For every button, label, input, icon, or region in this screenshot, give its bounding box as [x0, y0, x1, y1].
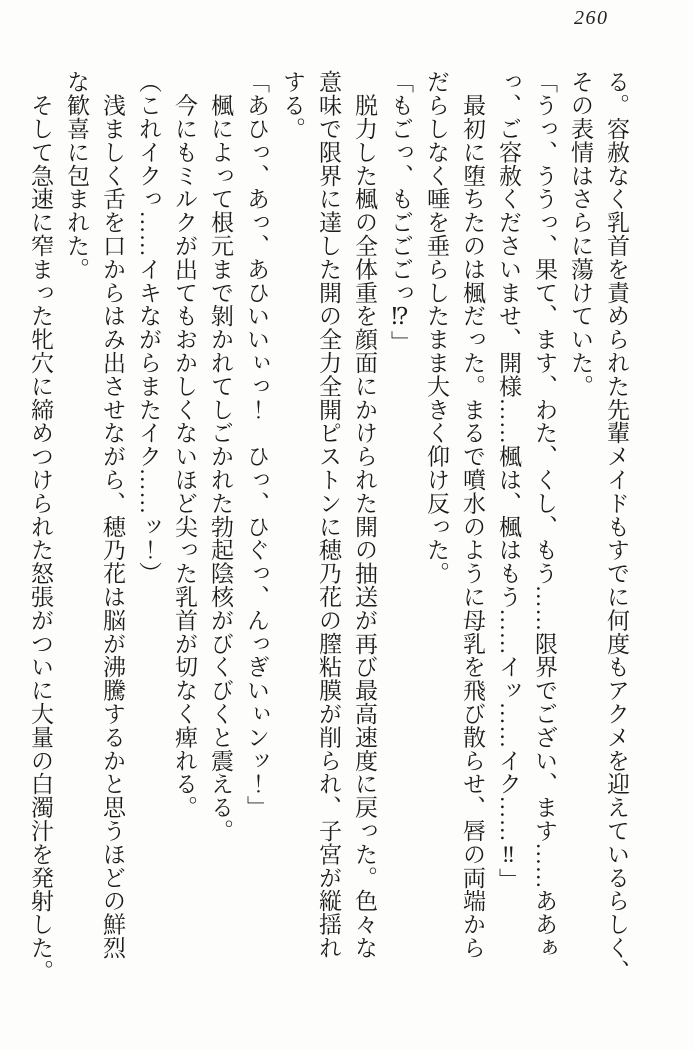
text-area [20, 70, 634, 983]
text-column: （これイクっ……イキながらまたイク……ッ！） [136, 70, 161, 585]
text-column: 浅ましく舌を口からはみ出させながら、穂乃花は脳が沸騰するかと思うほどの鮮烈 [100, 70, 125, 960]
text-column: 脱力した楓の全体重を顔面にかけられた開の抽送が再び最高速度に戻った。色々な [352, 70, 377, 960]
text-column: する。 [280, 70, 305, 141]
page-number: 260 [574, 7, 609, 29]
text-column: 最初に堕ちたのは楓だった。まるで噴水のように母乳を飛び散らせ、唇の両端から [460, 70, 485, 960]
text-column: 「もごっ、もごごごっ⁉」 [388, 70, 413, 354]
text-column: 楓によって根元まで剝かれてしごかれた勃起陰核がびくびくと震える。 [208, 70, 233, 843]
text-column: 「あひっ、あっ、あひいいぃっ！ ひっ、ひぐっ、んっぎいぃンッ！」 [244, 70, 269, 819]
text-column: な歓喜に包まれた。 [64, 70, 89, 281]
text-column: る。容赦なく乳首を責められた先輩メイドもすでに何度もアクメを迎えているらしく、 [604, 70, 629, 983]
text-column: その表情はさらに蕩けていた。 [568, 70, 593, 398]
text-column: 意味で限界に達した開の全力全開ピストンに穂乃花の膣粘膜が削られ、子宮が縦揺れ [316, 70, 341, 960]
text-column: だらしなく唾を垂らしたまま大きく仰け反った。 [424, 70, 449, 585]
text-column: 「うっ、ううっ、果て、ます、わた、くし、もう……限界でござい、ます……ああぁ [532, 70, 557, 960]
text-column: っ、ご容赦くださいませ、開様……楓は、楓はもう……イッ……イク……‼」 [496, 70, 521, 891]
text-column: そして急速に窄まった牝穴に締めつけられた怒張がついに大量の白濁汁を発射した。 [28, 70, 53, 983]
text-column: 今にもミルクが出てもおかしくないほど尖った乳首が切なく痺れる。 [172, 70, 197, 819]
